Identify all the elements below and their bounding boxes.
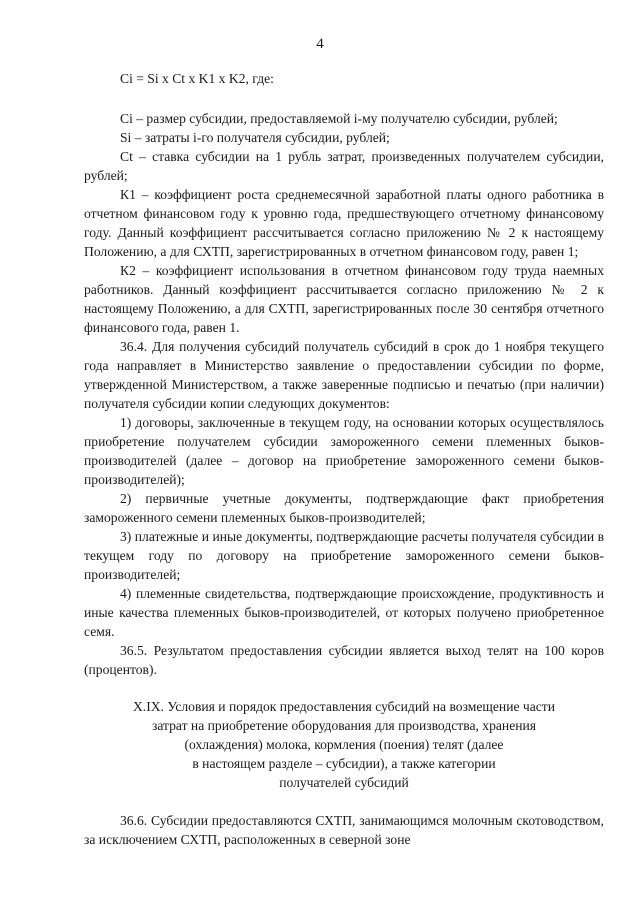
definition-si: Si – затраты i-го получателя субсидии, рублей; [120, 130, 390, 145]
definition-k1: К1 – коэффициент роста среднемесячной заработной платы одного работника в отчетном финансовом году к уровню года, предшествующего отчетному финансовому году. Данный коэффициент рассчитывается согласно приложению № 2 к настоящему Положению, а для СХТП, зарегистрированных в отчетном финансовом году, равен 1; [84, 187, 604, 259]
document-body [84, 69, 604, 849]
section-heading-line: X.IX. Условия и порядок предоставления субсидий на возмещение части [132, 699, 556, 714]
section-heading-line: получателей субсидий [279, 775, 409, 790]
section-heading [84, 697, 604, 792]
paragraph-36-6: 36.6. Субсидии предоставляются СХТП, занимающимся молочным скотоводством, за исключением СХТП, расположенных в северной зоне [84, 813, 604, 847]
definition-ct: Ct – ставка субсидии на 1 рубль затрат, произведенных получателем субсидии, рублей; [84, 149, 604, 183]
paragraph-36-5: 36.5. Результатом предоставления субсидии является выход телят на 100 коров (процентов). [84, 643, 604, 677]
section-heading-line: затрат на приобретение оборудования для производства, хранения [151, 718, 537, 733]
document-item: 3) платежные и иные документы, подтверждающие расчеты получателя субсидии в текущем году по договору на приобретение замороженного семени быков-производителей; [84, 529, 604, 582]
definition-ci: Ci – размер субсидии, предоставляемой i-му получателю субсидии, рублей; [120, 111, 558, 126]
page-number: 4 [316, 36, 324, 52]
document-item: 1) договоры, заключенные в текущем году, на основании которых осуществлялось приобретение получателем субсидии замороженного семени племенных быков-производителей (далее – договор на приобретение замороженного семени быков-производителей); [84, 415, 604, 487]
formula-definitions [84, 109, 604, 337]
section-heading-line: в настоящем разделе – субсидии), а также категории [192, 756, 496, 771]
document-item: 2) первичные учетные документы, подтверждающие факт приобретения замороженного семени племенных быков-производителей; [84, 491, 604, 525]
definition-k2: К2 – коэффициент использования в отчетном финансовом году труда наемных работников. Данный коэффициент рассчитывается согласно приложению № 2 к настоящему Положению, а для СХТП, зарегистрированных после 30 сентября отчетного финансового года, равен 1. [84, 263, 604, 335]
paragraph-36-4: 36.4. Для получения субсидий получатель субсидий в срок до 1 ноября текущего года направляет в Министерство заявление о предоставлении субсидии по форме, утвержденной Министерством, а также заверенные подписью и печатью (при наличии) получателя субсидии копии следующих документов: [84, 339, 604, 411]
section-heading-line: (охлаждения) молока, кормления (поения) телят (далее [184, 737, 504, 752]
document-item: 4) племенные свидетельства, подтверждающие происхождение, продуктивность и иные качества племенных быков-производителей, от которых получено приобретенное семя. [84, 586, 604, 639]
subsidy-formula: Ci = Si x Ct x K1 x K2, где: [120, 71, 274, 86]
documents-list [84, 413, 604, 641]
